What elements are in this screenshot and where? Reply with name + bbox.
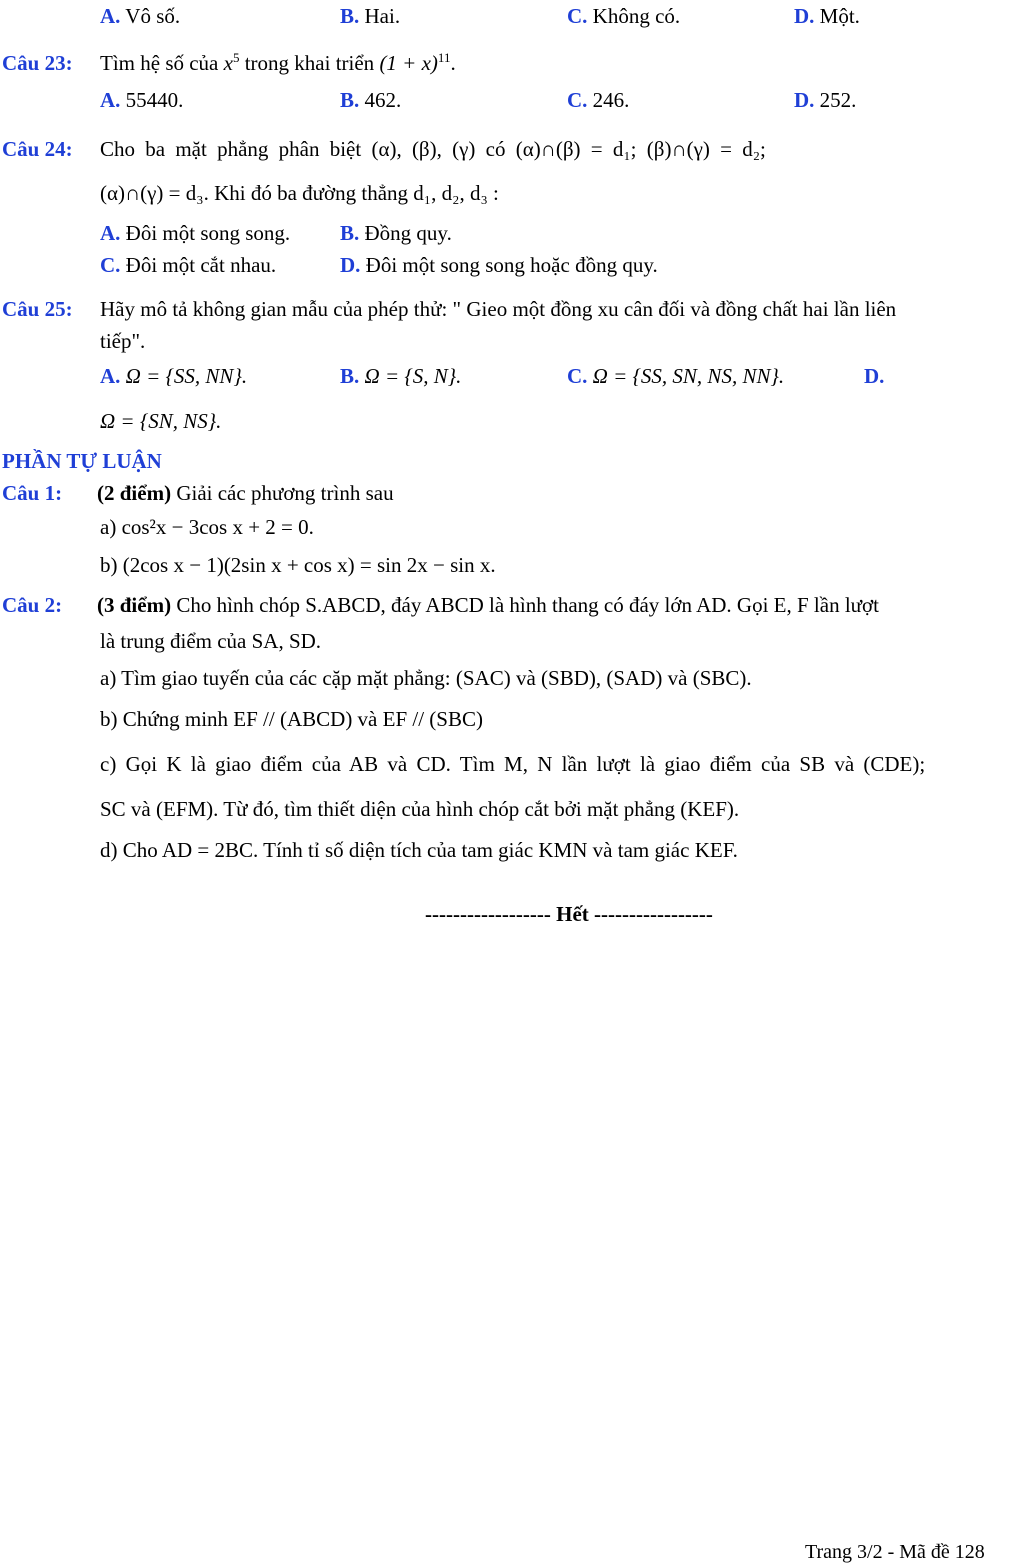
option-text: Ω = {S, N}. [364,364,462,388]
q23-stem [100,51,456,75]
q24-option-a [100,221,290,245]
question-label: Câu 25: [2,297,73,321]
stem-end: . [450,51,456,75]
end-mark: ------------------ Hết ----------------- [425,902,713,926]
option-letter: D. [340,253,361,277]
question-label: Câu 23: [2,51,73,75]
option-letter: C. [100,253,121,277]
q25-option-b [340,364,461,388]
q22-option-c [567,4,680,28]
option-text: Đôi một song song hoặc đồng quy. [365,253,658,277]
option-letter: A. [100,221,121,245]
q24-stem-line1: Cho ba mặt phẳng phân biệt (α), (β), (γ) có (α)∩(β) = d₁; (β)∩(γ) = d₂; [100,137,766,161]
stem-text: Tìm hệ số của [100,51,219,75]
q22-option-a [100,4,180,28]
q23-option-c [567,88,629,112]
essay2-part-b: b) Chứng minh EF // (ABCD) và EF // (SBC) [100,707,483,731]
option-letter: A. [100,364,121,388]
option-text: Đồng quy. [364,221,452,245]
math-expr: (1 + x) [379,51,438,75]
option-text: 462. [364,88,402,112]
q24-stem-line2: (α)∩(γ) = d₃. Khi đó ba đường thẳng d₁, d₂, d₃ : [100,181,499,205]
option-letter: C. [567,364,588,388]
q23-option-b [340,88,401,112]
math-exponent: 5 [232,50,240,65]
option-letter: B. [340,4,360,28]
option-text: Ω = {SS, SN, NS, NN}. [592,364,785,388]
intro-text: Cho hình chóp S.ABCD, đáy ABCD là hình thang có đáy lớn AD. Gọi E, F lần lượt [176,593,879,617]
option-text: Đôi một cắt nhau. [125,253,277,277]
option-letter: D. [794,88,815,112]
q23-option-d [794,88,856,112]
essay2-part-c-line2: SC và (EFM). Từ đó, tìm thiết diện của hình chóp cắt bởi mặt phẳng (KEF). [100,797,740,821]
math-var: x [223,51,233,75]
q24-option-c [100,253,276,277]
option-text: 246. [592,88,630,112]
option-text: Đôi một song song. [125,221,291,245]
option-letter: A. [100,4,121,28]
q24-option-b [340,221,452,245]
section-title: PHẦN TỰ LUẬN [2,449,162,473]
points: (3 điểm) [97,593,172,617]
option-letter: B. [340,364,360,388]
option-text: Hai. [364,4,401,28]
q25-stem-line2: tiếp". [100,329,146,353]
stem-text: trong khai triển [244,51,375,75]
page-footer: Trang 3/2 - Mã đề 128 [805,1541,985,1563]
essay2-line2: là trung điểm của SA, SD. [100,629,322,653]
essay1-intro [97,481,394,505]
q22-option-d [794,4,860,28]
math-exponent: 11 [437,50,451,65]
option-text: 252. [819,88,857,112]
q25-option-d-letter: D. [864,364,885,388]
option-letter: B. [340,88,360,112]
q25-option-c [567,364,784,388]
essay1-part-a: a) cos²x − 3cos x + 2 = 0. [100,515,314,539]
question-label: Câu 24: [2,137,73,161]
option-letter: B. [340,221,360,245]
q22-option-b [340,4,400,28]
points: (2 điểm) [97,481,172,505]
essay2-part-a: a) Tìm giao tuyến của các cặp mặt phẳng: (SAC) và (SBD), (SAD) và (SBC). [100,666,752,690]
essay2-part-c-line1: c) Gọi K là giao điểm của AB và CD. Tìm M, N lần lượt là giao điểm của SB và (CDE); [100,752,926,776]
essay1-part-b: b) (2cos x − 1)(2sin x + cos x) = sin 2x − sin x. [100,553,496,577]
q25-stem-line1: Hãy mô tả không gian mẫu của phép thử: " Gieo một đồng xu cân đối và đồng chất hai lần liên [100,297,897,321]
q25-option-d-text: Ω = {SN, NS}. [100,409,222,433]
question-label: Câu 1: [2,481,63,505]
option-text: Không có. [592,4,681,28]
q23-option-a [100,88,183,112]
intro-text: Giải các phương trình sau [176,481,394,505]
q24-option-d [340,253,658,277]
option-text: Ω = {SS, NN}. [125,364,248,388]
question-label: Câu 2: [2,593,63,617]
option-letter: A. [100,88,121,112]
option-letter: C. [567,88,588,112]
option-letter: C. [567,4,588,28]
option-text: 55440. [125,88,184,112]
essay2-intro [97,593,879,617]
option-letter: D. [794,4,815,28]
option-text: Vô số. [125,4,181,28]
q25-option-a [100,364,247,388]
essay2-part-d: d) Cho AD = 2BC. Tính tỉ số diện tích của tam giác KMN và tam giác KEF. [100,838,738,862]
option-text: Một. [819,4,860,28]
